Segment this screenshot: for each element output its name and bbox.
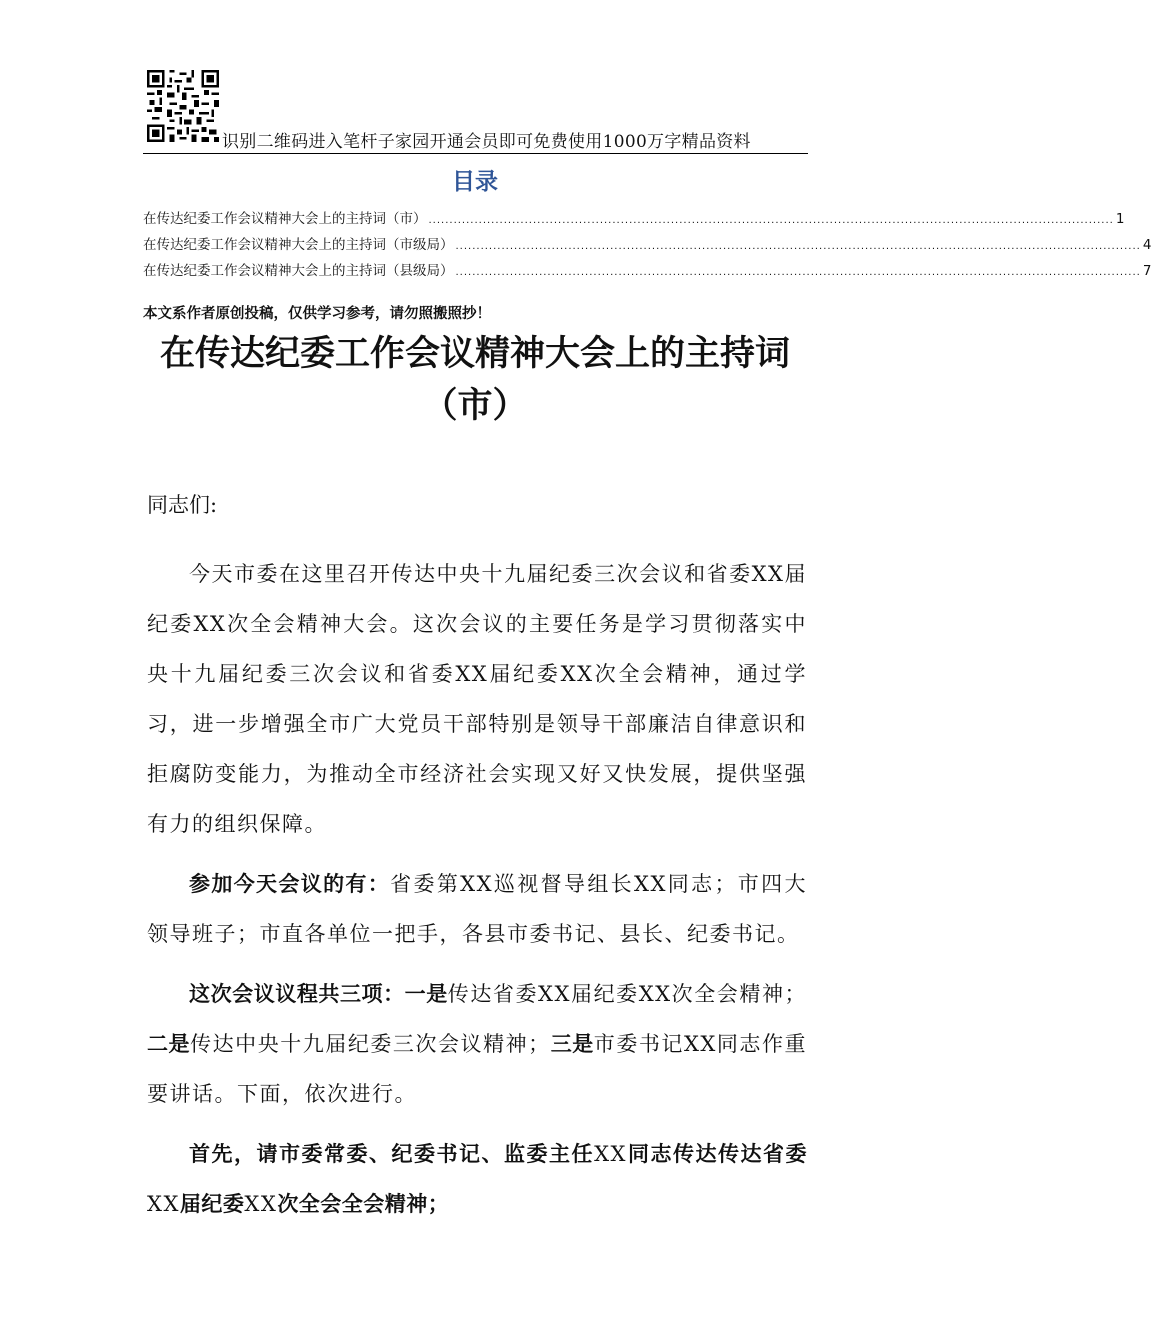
agenda-marker-3: 三是 bbox=[550, 1032, 594, 1056]
toc-entry[interactable] bbox=[143, 259, 1151, 285]
paragraph-attendees bbox=[147, 859, 807, 959]
attendees-lead: 参加今天会议的有： bbox=[189, 872, 391, 896]
first-item-text-1: XX bbox=[594, 1142, 627, 1166]
greeting: 同志们: bbox=[147, 493, 218, 517]
toc-leader-dots: .................................................................................................................................................................... bbox=[428, 215, 1114, 226]
toc-leader-dots: .................................................................................................................................................................... bbox=[455, 241, 1141, 252]
first-item-text-3: XX bbox=[147, 1192, 180, 1216]
toc-entry-page: 4 bbox=[1142, 237, 1151, 253]
table-of-contents bbox=[143, 207, 1151, 285]
paragraph-first-item bbox=[147, 1129, 807, 1229]
first-item-text-5: XX bbox=[244, 1192, 278, 1216]
toc-entry-label: 在传达纪委工作会议精神大会上的主持词（县级局） bbox=[143, 263, 454, 279]
document-title bbox=[0, 328, 950, 432]
toc-entry[interactable] bbox=[143, 233, 1151, 259]
qr-code-icon bbox=[147, 70, 219, 142]
header-promo-text: 识别二维码进入笔杆子家园开通会员即可免费使用1000万字精品资料 bbox=[222, 132, 751, 152]
document-title-line-2: （市） bbox=[422, 385, 528, 426]
paragraph-agenda bbox=[147, 969, 807, 1119]
toc-entry[interactable] bbox=[143, 207, 1125, 233]
first-item-lead: 首先，请市委常委、纪委书记、监委主任 bbox=[189, 1142, 595, 1166]
agenda-item-2: 传达中央十九届纪委三次会议精神； bbox=[190, 1032, 551, 1056]
first-item-text-2: 同志传达传达省委 bbox=[626, 1142, 808, 1166]
first-item-text-6: 次全会全会精神； bbox=[277, 1192, 450, 1216]
toc-title: 目录 bbox=[452, 169, 498, 195]
document-title-line-1: 在传达纪委工作会议精神大会上的主持词 bbox=[159, 333, 790, 374]
first-item-text-4: 届纪委 bbox=[179, 1192, 245, 1216]
agenda-lead: 这次会议议程共三项： bbox=[189, 982, 405, 1006]
toc-entry-page: 1 bbox=[1115, 211, 1125, 227]
document-body bbox=[147, 485, 807, 1239]
agenda-item-1: 传达省委XX届纪委XX次全会精神； bbox=[447, 982, 808, 1006]
toc-entry-page: 7 bbox=[1142, 263, 1151, 279]
header-divider bbox=[143, 153, 808, 154]
toc-leader-dots: .................................................................................................................................................................... bbox=[455, 267, 1141, 278]
agenda-marker-1: 一是 bbox=[404, 982, 448, 1006]
attendees-text: 省委第XX巡视督导组长XX同志；市四大领导班子；市直各单位一把手，各县市委书记、县长、纪委书记。 bbox=[147, 872, 808, 946]
paragraph-intro: 今天市委在这里召开传达中央十九届纪委三次会议和省委XX届纪委XX次全会精神大会。这次会议的主要任务是学习贯彻落实中央十九届纪委三次会议和省委XX届纪委XX次全会精神，通过学习，进一步增强全市广大党员干部特别是领导干部廉洁自律意识和拒腐防变能力，为推动全市经济社会实现又好又快发展，提供坚强有力的组织保障。 bbox=[147, 562, 807, 836]
copyright-notice: 本文系作者原创投稿，仅供学习参考，请勿照搬照抄！ bbox=[143, 305, 491, 322]
agenda-marker-2: 二是 bbox=[147, 1032, 191, 1056]
toc-entry-label: 在传达纪委工作会议精神大会上的主持词（市） bbox=[143, 211, 427, 227]
agenda-item-3: 市委书记XX同志作重要讲话。下面，依次进行。 bbox=[147, 1032, 808, 1106]
toc-entry-label: 在传达纪委工作会议精神大会上的主持词（市级局） bbox=[143, 237, 454, 253]
